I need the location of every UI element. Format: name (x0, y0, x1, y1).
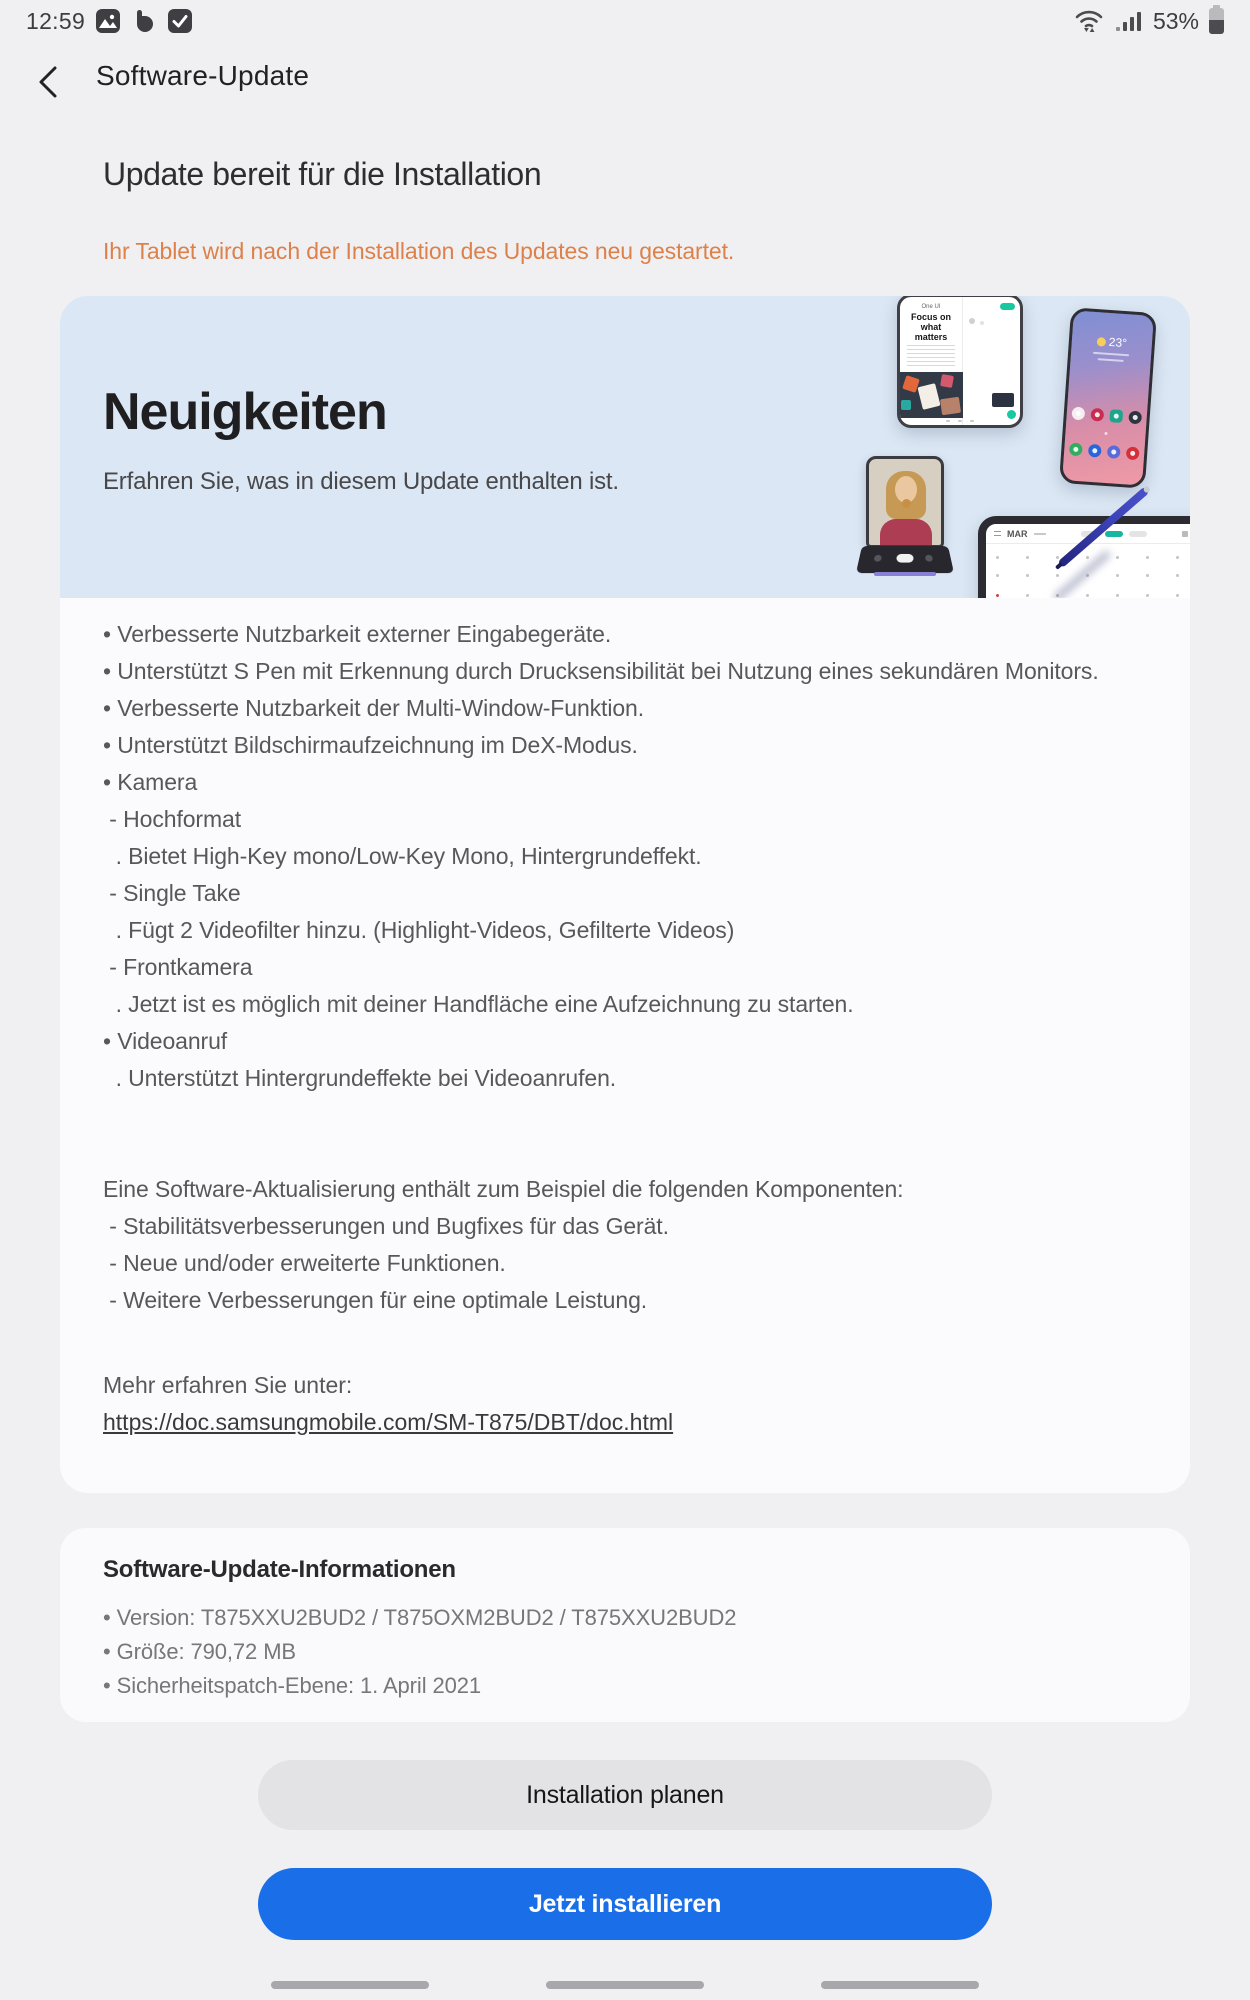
update-detail-line: • Videoanruf (103, 1028, 228, 1054)
calendar-month-label: MAR (1007, 528, 1028, 539)
update-detail-line: - Neue und/oder erweiterte Funktionen. (103, 1250, 506, 1276)
update-info-list (103, 1601, 1147, 1703)
whats-new-title: Neuigkeiten (103, 383, 387, 441)
update-detail-line: Eine Software-Aktualisierung enthält zum Beispiel die folgenden Komponenten: (103, 1176, 904, 1202)
schedule-install-button[interactable] (258, 1760, 992, 1830)
flip-camera-controls (856, 546, 954, 573)
wifi-icon (1073, 8, 1105, 34)
app-icon-row (1064, 442, 1145, 461)
more-info-block (103, 1367, 1156, 1441)
add-icon (1182, 531, 1188, 537)
battery-icon (1209, 8, 1224, 34)
update-detail-line: • Unterstützt S Pen mit Erkennung durch Drucksensibilität bei Nutzung eines sekundären Monitors. (103, 658, 1099, 684)
update-details-list (103, 616, 1156, 1319)
update-detail-line: . Unterstützt Hintergrundeffekte bei Videoanrufen. (103, 1065, 617, 1091)
promo-collage (900, 372, 963, 418)
update-detail-line: - Stabilitätsverbesserungen und Bugfixes für das Gerät. (103, 1213, 669, 1239)
whats-new-card (60, 296, 1190, 598)
update-detail-line: • Unterstützt Bildschirmaufzeichnung im DeX-Modus. (103, 732, 638, 758)
update-detail-line: . Fügt 2 Videofilter hinzu. (Highlight-Videos, Gefilterte Videos) (103, 917, 735, 943)
update-detail-line: . Bietet High-Key mono/Low-Key Mono, Hintergrundeffekt. (103, 843, 702, 869)
whats-new-subtitle: Erfahren Sie, was in diesem Update enthalten ist. (103, 468, 619, 495)
status-bar-right (1073, 8, 1224, 35)
back-chevron-icon (37, 65, 59, 99)
promo-phone-left-pane (900, 297, 963, 425)
menu-icon (994, 531, 1001, 536)
home-gesture-bar[interactable] (546, 1981, 704, 1989)
update-info-line: • Version: T875XXU2BUD2 / T875OXM2BUD2 / T875XXU2BUD2 (103, 1605, 737, 1630)
back-gesture-bar[interactable] (821, 1981, 979, 1989)
update-detail-line (103, 1134, 1156, 1171)
update-detail-line: • Verbesserte Nutzbarkeit externer Eingabegeräte. (103, 621, 612, 647)
sun-icon (1096, 337, 1106, 347)
back-button[interactable] (30, 62, 66, 102)
update-detail-line: - Single Take (103, 880, 241, 906)
signal-icon (1115, 8, 1141, 34)
install-now-label: Jetzt installieren (528, 1889, 722, 1918)
update-detail-line: • Kamera (103, 769, 198, 795)
update-detail-line: • Verbesserte Nutzbarkeit der Multi-Window-Funktion. (103, 695, 645, 721)
restart-notice: Ihr Tablet wird nach der Installation des Updates neu gestartet. (103, 238, 735, 264)
clock: 12:59 (26, 7, 86, 34)
install-now-button[interactable] (258, 1868, 992, 1940)
update-info-line: • Größe: 790,72 MB (103, 1639, 296, 1664)
navigation-bar (0, 1978, 1250, 1992)
promo-phone-homescreen (1059, 307, 1157, 489)
promo-flip-phone (866, 456, 944, 582)
update-detail-line: - Frontkamera (103, 954, 253, 980)
schedule-install-label: Installation planen (526, 1780, 724, 1809)
gallery-icon (95, 8, 121, 34)
status-bar-left (26, 8, 193, 35)
more-info-link[interactable]: https://doc.samsungmobile.com/SM-T875/DBT/doc.html (103, 1409, 674, 1435)
update-detail-line (103, 1097, 1156, 1134)
app-icon-row (1066, 406, 1147, 425)
battery-percent: 53% (1152, 7, 1199, 34)
update-detail-line: - Weitere Verbesserungen für eine optimale Leistung. (103, 1287, 648, 1313)
update-detail-line: - Hochformat (103, 806, 242, 832)
app-header (0, 56, 1250, 108)
oneui-label: One UI (921, 304, 941, 310)
flip-hinge (874, 572, 936, 576)
recents-gesture-bar[interactable] (271, 1981, 429, 1989)
weather-widget (1071, 332, 1153, 364)
task-check-icon (167, 8, 193, 34)
update-detail-line: . Jetzt ist es möglich mit deiner Handfläche eine Aufzeichnung zu starten. (103, 991, 854, 1017)
status-bar (0, 0, 1250, 42)
flip-selfie-screen (866, 456, 944, 548)
update-info-card (60, 1528, 1190, 1722)
page-header-title: Software-Update (96, 60, 310, 91)
update-info-title: Software-Update-Informationen (103, 1556, 456, 1583)
bixby-icon (131, 8, 157, 34)
update-details-card (60, 598, 1190, 1493)
more-info-label: Mehr erfahren Sie unter: (103, 1372, 353, 1398)
oneui-headline: Focus on what matters (911, 312, 951, 342)
promo-phone-right-pane (964, 297, 1020, 425)
weather-temp: 23° (1108, 334, 1128, 351)
update-info-line: • Sicherheitspatch-Ebene: 1. April 2021 (103, 1673, 482, 1698)
update-status-title: Update bereit für die Installation (103, 156, 542, 192)
promo-tablet-calendar (978, 516, 1190, 598)
promo-phone-oneui (897, 296, 1023, 428)
